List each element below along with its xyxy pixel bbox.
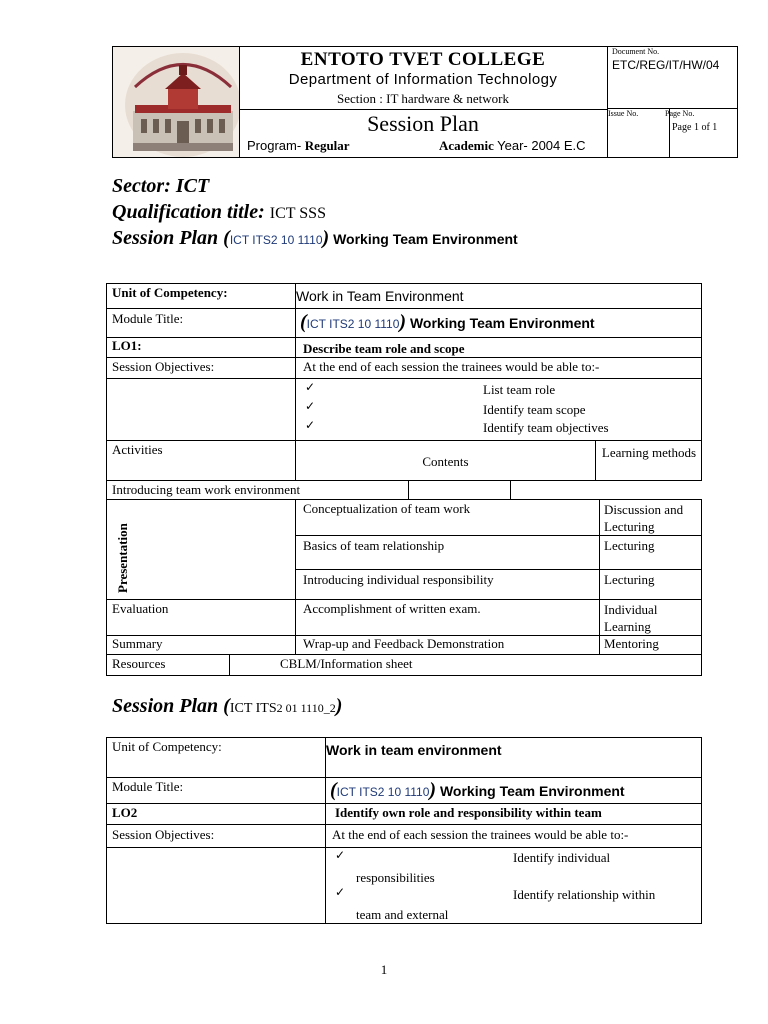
objective-item: Identify team scope — [483, 402, 586, 417]
introducing-text: Introducing team work environment — [112, 482, 301, 497]
academic-label: Academic — [439, 138, 498, 153]
objective-item: List team role — [483, 382, 556, 397]
content-item: Introducing individual responsibility — [303, 572, 494, 587]
activities-label: Activities — [112, 442, 163, 457]
section-name: Section : IT hardware & network — [337, 91, 509, 106]
introducing-divider — [408, 480, 409, 500]
session-plan-label: Session Plan ( — [112, 227, 230, 249]
page-number: 1 — [380, 962, 388, 977]
learning-methods-header: Learning methods — [601, 445, 697, 460]
content-item: Basics of team relationship — [303, 538, 445, 553]
summary-method: Mentoring — [604, 636, 659, 651]
objective-item-continued: responsibilities — [356, 870, 435, 885]
document-info — [607, 47, 738, 157]
evaluation-divider — [295, 599, 296, 636]
page-title: Session Plan — [367, 111, 479, 136]
session-plan-2-heading — [112, 695, 342, 718]
objective-list-divider — [325, 847, 326, 924]
objective-list-row — [106, 378, 702, 441]
evaluation-method: Individual Learning — [604, 602, 658, 634]
header-divider — [239, 109, 607, 110]
objective-item: Identify team objectives — [483, 420, 609, 435]
module-paren: ( — [300, 311, 307, 333]
check-icon: ✓ — [305, 380, 316, 394]
evaluation-value: Accomplishment of written exam. — [303, 601, 481, 616]
objectives-intro: At the end of each session the trainees would be able to:- — [303, 359, 600, 374]
sector-heading: Sector: ICT — [112, 175, 210, 197]
presentation-row-line — [295, 535, 702, 536]
session-plan-2-label: Session Plan ( — [112, 695, 230, 717]
objective-item-continued: team and external — [356, 907, 449, 922]
module-title-text: Working Team Environment — [406, 315, 595, 331]
lo-value: Describe team role and scope — [303, 341, 465, 356]
evaluation-label: Evaluation — [112, 601, 169, 616]
document-header — [112, 46, 738, 158]
check-icon: ✓ — [305, 418, 316, 432]
document-no-label: Document No. — [612, 47, 660, 56]
objective-list-divider — [295, 378, 296, 441]
summary-methods-divider — [599, 635, 600, 655]
method-item: Lecturing — [604, 572, 655, 587]
evaluation-methods-divider — [599, 599, 600, 636]
module-divider — [295, 308, 296, 338]
summary-divider — [295, 635, 296, 655]
uoc-value: Work in team environment — [326, 742, 502, 758]
session-plan-2-close: ) — [335, 695, 343, 717]
page-no-value: Page 1 of 1 — [672, 122, 718, 133]
session-plan-1-heading — [112, 227, 518, 250]
lo-divider — [325, 803, 326, 825]
module-value — [330, 779, 625, 802]
module-code: ICT ITS2 10 1110 — [306, 317, 400, 331]
uoc-label: Unit of Competency: — [112, 285, 228, 300]
module-code: ICT ITS2 10 1110 — [336, 785, 430, 799]
check-icon: ✓ — [335, 885, 346, 899]
college-logo — [113, 47, 240, 157]
issue-no-label: Issue No. — [608, 109, 639, 118]
objectives-label: Session Objectives: — [112, 359, 215, 374]
resources-value: CBLM/Information sheet — [280, 656, 413, 671]
session-plan-code: ICT ITS2 10 1110 — [229, 233, 323, 247]
uoc-value: Work in Team Environment — [296, 288, 464, 304]
check-icon: ✓ — [335, 848, 346, 862]
department-name: Department of Information Technology — [288, 71, 558, 88]
summary-label: Summary — [112, 636, 163, 651]
lo-value: Identify own role and responsibility within team — [335, 805, 602, 820]
uoc-label: Unit of Competency: — [112, 739, 222, 754]
module-label: Module Title: — [112, 779, 184, 794]
qualification-heading — [112, 201, 326, 224]
presentation-label: Presentation — [115, 523, 130, 593]
lo-divider — [295, 337, 296, 358]
program-label: Program- — [247, 138, 305, 153]
lo-label: LO2 — [112, 805, 138, 820]
objectives-intro: At the end of each session the trainees would be able to:- — [332, 827, 629, 842]
document-no-value: ETC/REG/IT/HW/04 — [612, 58, 720, 72]
qualification-value: ICT SSS — [269, 205, 326, 222]
module-value — [300, 311, 595, 334]
presentation-methods-divider — [599, 499, 600, 600]
method-item: Lecturing — [604, 538, 655, 553]
content-item: Conceptualization of team work — [303, 501, 471, 516]
module-paren: ( — [330, 779, 337, 801]
objective-item: Identify individual — [513, 850, 611, 865]
qualification-label: Qualification title: — [112, 201, 270, 223]
objectives-divider — [325, 824, 326, 848]
presentation-divider — [295, 499, 296, 600]
objectives-label: Session Objectives: — [112, 827, 215, 842]
year-label-initial: Y — [497, 138, 505, 153]
contents-header: Contents — [422, 454, 469, 469]
module-divider — [325, 777, 326, 804]
session-plan-close: ) — [322, 227, 330, 249]
session-plan-2-code: ICT ITS — [229, 701, 277, 716]
academic-year-value: ear- 2004 E.C — [504, 138, 586, 153]
resources-divider — [229, 654, 230, 676]
lo-label: LO1: — [112, 338, 142, 353]
method-item: Discussion and Lecturing — [604, 502, 684, 534]
session-plan-title: Working Team Environment — [329, 231, 518, 247]
resources-label: Resources — [112, 656, 166, 671]
module-close: ) — [399, 311, 407, 333]
college-building-image — [113, 47, 239, 157]
academic-year-field — [439, 138, 586, 154]
summary-value: Wrap-up and Feedback Demonstration — [303, 636, 505, 651]
college-name: ENTOTO TVET COLLEGE — [300, 49, 546, 70]
module-label: Module Title: — [112, 311, 184, 326]
module-close: ) — [429, 779, 437, 801]
program-field — [247, 138, 350, 154]
objectives-divider — [295, 357, 296, 379]
check-icon: ✓ — [305, 399, 316, 413]
program-value: Regular — [304, 138, 350, 153]
objective-item: Identify relationship within — [513, 887, 656, 902]
module-title-text: Working Team Environment — [436, 783, 625, 799]
session-plan-2-code-suffix: 2 01 1110_2 — [276, 701, 336, 715]
presentation-row-line — [295, 569, 702, 570]
page-no-label: Page No. — [665, 109, 695, 118]
